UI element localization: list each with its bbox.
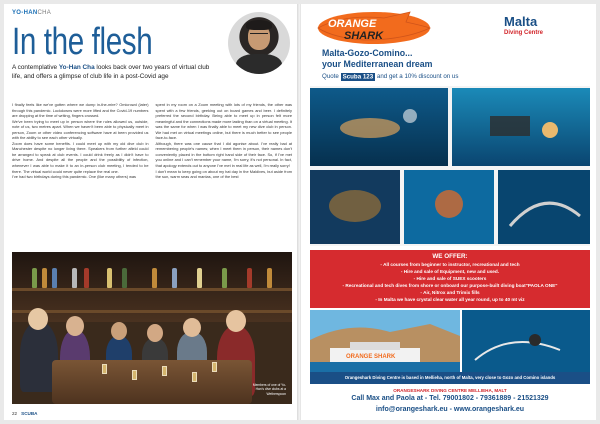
paragraph: spent in my room on a Zoom meeting with lots of my friends, the other was spent with a few friends, geeking out on board games and beer. I definitely preferred the second birthday. Being able to meet up in person felt more meaningful and the connections made more lasting than on a virtual meeting. It was the same for when I was finally able to meet my new dive club in person. We had met on virtual meetings online, but there is much better to see people face-to-face. xyxy=(155,102,292,141)
photo-caption: Members of one of Yo-Han's dive clubs at a Wetherspoon xyxy=(252,383,286,396)
offer-item: - Hire and sale of SUEX scooters xyxy=(413,276,487,281)
article-columns xyxy=(12,102,292,248)
ad-photo-collage-bottom xyxy=(310,310,590,372)
ad-discount-line xyxy=(322,73,458,80)
paragraph: I don't mean to keep going on about my hat day in the Maldives, but aside from the sun, warm seas and mantas, one of the best xyxy=(155,168,292,180)
ad-headline-line-2: your Mediterranean dream xyxy=(322,59,433,69)
standfirst-lead: A contemplative xyxy=(12,64,59,71)
standfirst-author: Yo-Han Cha xyxy=(58,64,95,71)
standfirst-rest: looks back over two years of virtual club life, and offers a glimpse of club life in a post-Covid age xyxy=(12,64,210,80)
magazine-name: SCUBA xyxy=(21,411,38,416)
pub-group-photo xyxy=(12,252,292,404)
offer-item: - Hire and sale of Equipment, new and used. xyxy=(400,269,500,274)
ad-headline xyxy=(322,48,433,70)
standfirst xyxy=(12,64,210,81)
paragraph: Zoom does have some benefits. I could meet up with my old dive club in Manchester despite no longer living there. Speakers from further afield could be arranged to speak at club events. I could drink freely as I didn't have to drive home. And despite all the people and the possibility of infection, whenever I was able to make it to an in-person club meeting, I tended to be there. The virtual world could never quite replace the real one. xyxy=(12,140,149,174)
page-number: 22 xyxy=(12,411,18,416)
ad-phone: Call Max and Paola at - Tel. 79001802 - 79361889 - 21521329 xyxy=(351,395,549,402)
article-column-1 xyxy=(12,102,149,248)
advert-panel xyxy=(304,4,596,420)
kicker xyxy=(12,10,51,16)
ad-contact-web: info@orangeshark.eu - www.orangeshark.eu xyxy=(375,406,525,413)
offers-title: WE OFFER: xyxy=(432,253,468,260)
ad-photo-caption: Orangeshark Diving Centre is based in Mellieha, north of Malta, very close to Gozo and Comino islands xyxy=(310,372,590,384)
left-page xyxy=(4,4,298,420)
discount-code: Scuba 123 xyxy=(342,73,374,80)
discount-post: and get a 10% discount on us xyxy=(375,73,459,80)
paragraph: I've had two birthdays during this pandemic. One (like many others) was xyxy=(12,174,137,180)
ad-brand: Malta xyxy=(504,14,538,29)
folio xyxy=(12,411,37,416)
offer-item: - All courses from beginner to instructor, recreational and tech xyxy=(380,262,520,267)
ad-offers-box xyxy=(310,250,590,308)
offer-item: - Air, Nitrox and Trimix fills xyxy=(420,290,480,295)
boat-name: ORANGE SHARK xyxy=(346,354,396,360)
ad-address: ORANGESHARK DIVING CENTRE MELLIEHA, MALT xyxy=(393,388,507,393)
kicker-surname: CHA xyxy=(37,10,52,16)
logo-line-1: ORANGE xyxy=(328,18,377,30)
paragraph: We've been trying to meet up in person where the rules allowed us, outside, note of us, two metres apart. When we haven't been able to physically meet in person, Zoom or other video conferencing software have at been provided us with the ability to see each other virtually. xyxy=(12,118,149,141)
logo-line-2: SHARK xyxy=(344,30,384,42)
kicker-name: YO-HAN xyxy=(12,10,38,16)
paragraph: I finally feels like we've gotten where we dump in-the-mire? Omicrowd (later) through this pandemic. Lockdowns were more lifted and the Covid-19 numbers are dropping at the time of writing, fingers crossed. xyxy=(12,102,149,119)
discount-pre: Quote xyxy=(322,73,341,80)
ad-headline-line-1: Malta-Gozo-Comino... xyxy=(322,48,413,58)
offer-item: - Recreational and tech dives from shore or onboard our purpose-built diving boat"PAOLA ONE" xyxy=(342,283,558,288)
ad-brand-sub: Diving Centre xyxy=(504,30,544,36)
offer-item: - In Malta we have crystal clear water all year round, up to 40 mt viz xyxy=(375,297,525,302)
author-portrait xyxy=(228,12,290,74)
headline: In the flesh xyxy=(12,21,153,63)
paragraph: Although, there was one cause that I did agonise about. I've really bad at remembering people's names; when I meet them in person, their names don't conveniently placed in the bottom right hand side of their face. So, if I've met you online and I can't remember your name, I'm sorry, it's not personal. In fact, that apology extends out to anyone I've met in real life as well, I'm really sorry! xyxy=(155,140,292,169)
orangeshark-logo xyxy=(314,10,434,46)
offers-list xyxy=(310,261,590,303)
article-column-2 xyxy=(156,102,293,248)
ad-photo-collage-top xyxy=(310,86,590,246)
